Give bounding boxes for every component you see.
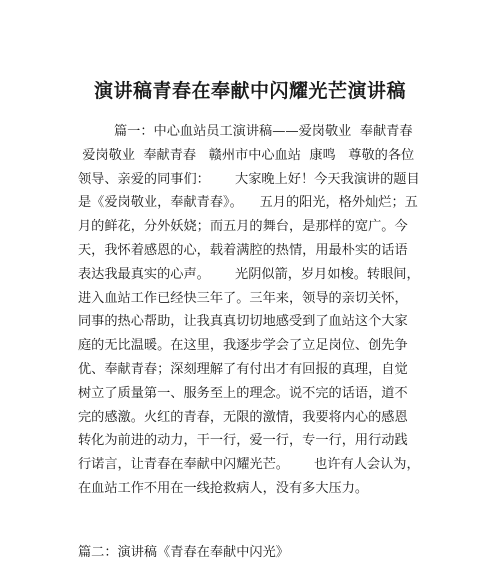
body-line: 在血站工作不用在一线抢救病人，没有多大压力。 xyxy=(78,480,369,496)
body-line: 转化为前进的动力，干一行，爱一行，专一行，用行动践 xyxy=(78,433,408,449)
body-line: 领导、亲爱的同事们： 大家晚上好！今天我演讲的题目 xyxy=(78,171,420,187)
document-body xyxy=(78,120,438,501)
body-line: 进入血站工作已经快三年了。三年来，领导的亲切关怀， xyxy=(78,290,408,306)
body-line: 篇一：中心血站员工演讲稿——爱岗敬业 奉献青春 xyxy=(114,124,413,139)
body-line: 庭的无比温暖。在这里，我逐步学会了立足岗位、创先争 xyxy=(78,338,408,354)
body-line: 天，我怀着感恩的心，载着满腔的热情，用最朴实的话语 xyxy=(78,242,408,258)
body-line: 表达我最真实的心声。 光阴似箭，岁月如梭。转眼间， xyxy=(78,266,420,282)
body-line: 同事的热心帮助，让我真真切切地感受到了血站这个大家 xyxy=(78,314,408,330)
body-line: 行诺言，让青春在奉献中闪耀光芒。 也许有人会认为， xyxy=(78,457,420,473)
document-title: 演讲稿青春在奉献中闪耀光芒演讲稿 xyxy=(93,80,406,102)
body-line: 树立了质量第一、服务至上的理念。说不完的话语，道不 xyxy=(78,385,408,401)
body-line: 月的鲜花，分外妖娆；而五月的舞台，是那样的宽广。今 xyxy=(78,219,408,235)
section-heading: 篇二：演讲稿《青春在奉献中闪光》 xyxy=(78,545,289,560)
body-line: 完的感激。火红的青春，无限的激情，我要将内心的感恩 xyxy=(78,409,408,425)
body-line: 优、奉献青春；深刻理解了有付出才有回报的真理，自觉 xyxy=(78,361,408,377)
body-line: 爱岗敬业 奉献青春 赣州市中心血站 康鸣 尊敬的各位 xyxy=(78,147,415,163)
body-line: 是《爱岗敬业，奉献青春》。 五月的阳光，格外灿烂；五 xyxy=(78,195,418,211)
